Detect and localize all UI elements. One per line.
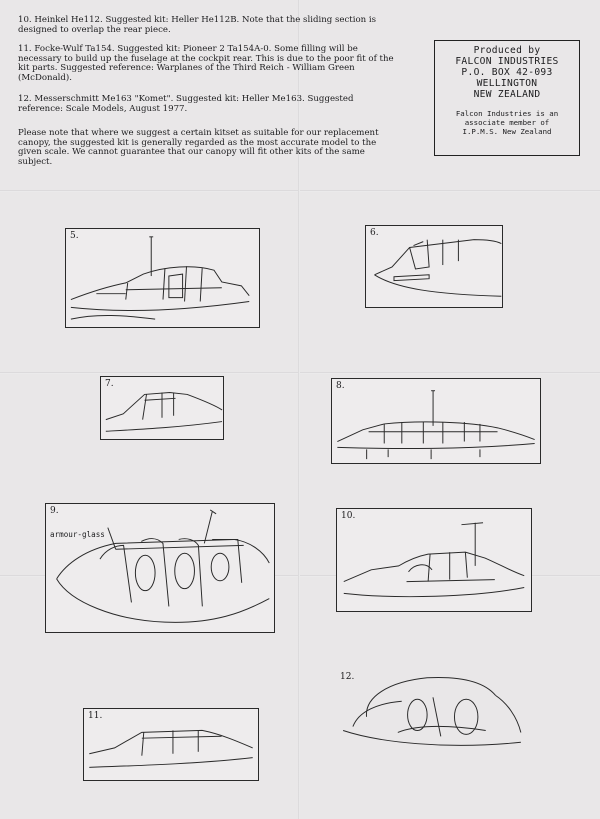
membership-line: associate member of	[464, 118, 550, 128]
diagram-8	[331, 378, 541, 464]
canopy-7-drawing	[101, 377, 223, 439]
note-he112: 10. Heinkel He112. Suggested kit: Heller He112B. Note that the sliding section is designed to overlap the rear piece.	[18, 15, 377, 35]
note-me163: 12. Messerschmitt Me163 "Komet". Suggested kit: Heller Me163. Suggested reference: Scale Models, August 1977.	[18, 94, 354, 114]
address-line: WELLINGTON	[476, 78, 538, 89]
paper-fold	[298, 0, 300, 819]
membership-line: I.P.M.S. New Zealand	[462, 127, 552, 137]
canopy-9-drawing	[46, 504, 274, 632]
diagram-number: 5.	[70, 231, 79, 241]
diagram-5	[65, 228, 260, 328]
address-box	[434, 40, 580, 156]
disclaimer-note: Please note that where we suggest a certain kitset as suitable for our replacement canopy, the suggested kit is generally regarded as the most accurate model to the given scale. We cannot guarantee that our canopy will fit other kits of the same subject.	[18, 128, 379, 167]
diagram-number: 9.	[50, 506, 59, 516]
canopy-5-drawing	[66, 229, 259, 327]
diagram-10	[336, 508, 532, 612]
address-line: FALCON INDUSTRIES	[455, 56, 559, 67]
diagram-number: 7.	[105, 379, 114, 389]
diagram-11	[83, 708, 259, 781]
diagram-number: 6.	[370, 228, 379, 238]
paper-fold	[0, 372, 600, 374]
address-line: Produced by	[473, 45, 541, 56]
diagram-number: 11.	[88, 711, 103, 721]
diagram-6	[365, 225, 503, 308]
note-ta154: 11. Focke-Wulf Ta154. Suggested kit: Pioneer 2 Ta154A-0. Some filling will be necessary to build up the fuselage at the cockpit rear. This is due to the poor fit of the kit parts. Suggested reference: Warplanes of the Third Reich - William Green (McDonald).	[18, 44, 394, 83]
paper-fold	[0, 190, 600, 192]
canopy-6-drawing	[366, 226, 502, 307]
address-line: P.O. BOX 42-093	[461, 67, 553, 78]
canopy-8-drawing	[332, 379, 540, 463]
diagram-number: 10.	[341, 511, 356, 521]
membership-block	[435, 100, 579, 137]
canopy-11-drawing	[84, 709, 258, 780]
canopy-12-drawing	[338, 668, 526, 752]
diagram-number: 12.	[340, 672, 355, 682]
diagram-number: 8.	[336, 381, 345, 391]
address-block	[435, 41, 579, 100]
armour-glass-label: armour-glass	[50, 530, 105, 539]
diagram-12	[337, 667, 527, 753]
diagram-9	[45, 503, 275, 633]
address-line: NEW ZEALAND	[473, 89, 541, 100]
diagram-7	[100, 376, 224, 440]
membership-line: Falcon Industries is an	[455, 109, 559, 118]
canopy-10-drawing	[337, 509, 531, 611]
